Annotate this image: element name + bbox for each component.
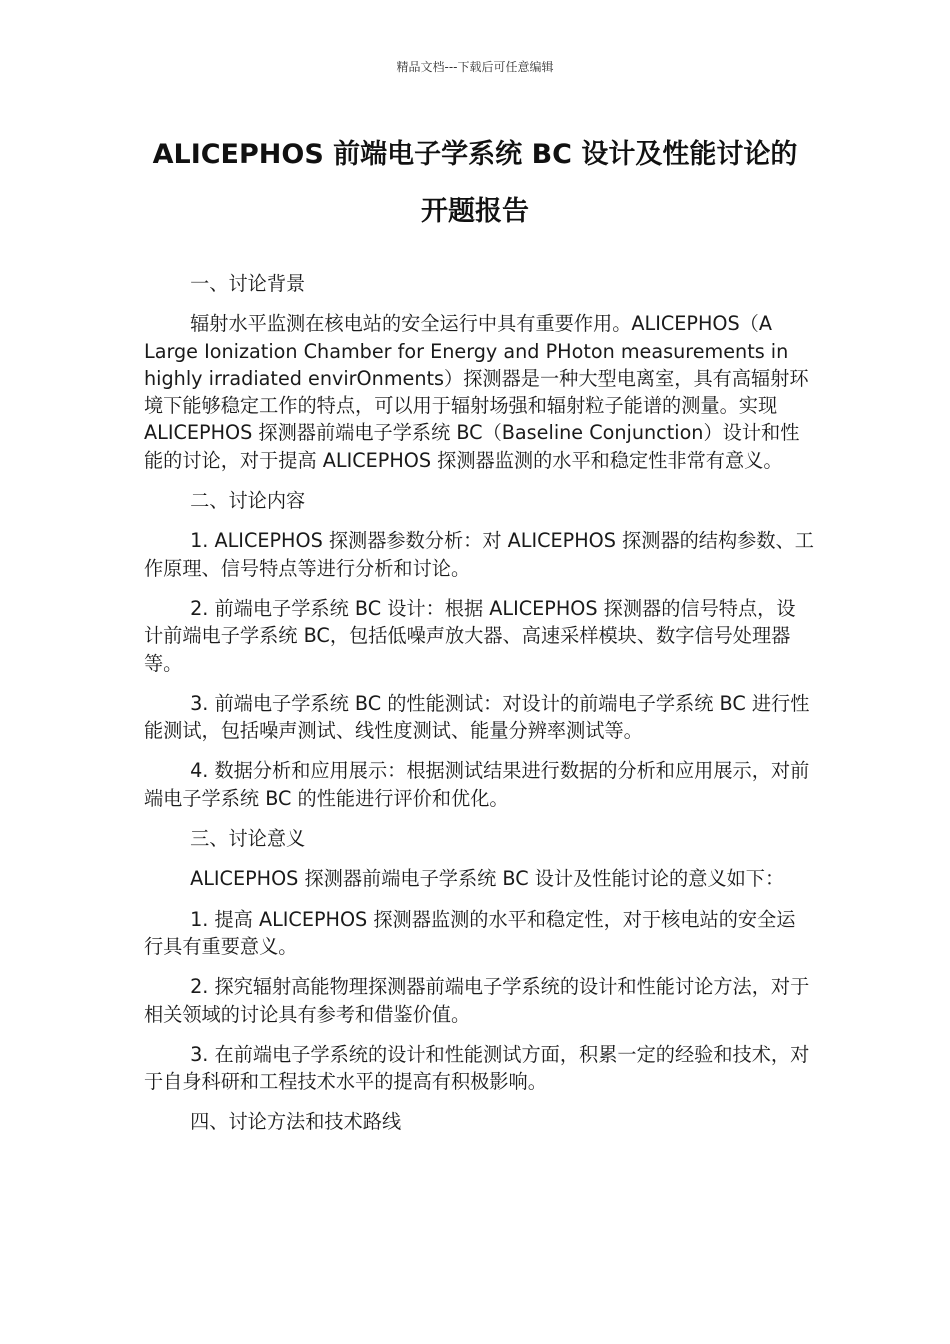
header-note: 精品文档---下载后可任意编辑 (396, 60, 554, 74)
significance-item: 2. 探究辐射高能物理探测器前端电子学系统的设计和性能讨论方法，对于相关领域的讨论具有参考和借鉴价值。 (144, 975, 810, 1026)
section-heading-background: 一、讨论背景 (190, 272, 306, 295)
significance-item: 3. 在前端电子学系统的设计和性能测试方面，积累一定的经验和技术，对于自身科研和工程技术水平的提高有积极影响。 (144, 1042, 810, 1094)
document-title-line-1: ALICEPHOS 前端电子学系统 BC 设计及性能讨论的 (152, 139, 798, 170)
significance-item: 1. 提高 ALICEPHOS 探测器监测的水平和稳定性，对于核电站的安全运行具有重要意义。 (144, 907, 796, 958)
document-title-line-2: 开题报告 (421, 196, 529, 227)
content-item: 3. 前端电子学系统 BC 的性能测试：对设计的前端电子学系统 BC 进行性能测试，包括噪声测试、线性度测试、能量分辨率测试等。 (144, 691, 810, 743)
background-paragraph: 辐射水平监测在核电站的安全运行中具有重要作用。ALICEPHOS（A Large Ionization Chamber for Energy and PHoton measurements in highly irradiated envirOnments）探测器是一种大型电离室，具有高辐射环境下能够稳定工作的特点，可以用于辐射场强和辐射粒子能谱的测量。实现 ALICEPHOS 探测器前端电子学系统 BC（Baseline Conjunction）设计和性能的讨论，对于提高 ALICEPHOS 探测器监测的水平和稳定性非常有意义。 (144, 312, 809, 472)
section-heading-method: 四、讨论方法和技术路线 (190, 1110, 402, 1134)
content-item: 4. 数据分析和应用展示：根据测试结果进行数据的分析和应用展示，对前端电子学系统 BC 的性能进行评价和优化。 (144, 759, 810, 810)
significance-intro: ALICEPHOS 探测器前端电子学系统 BC 设计及性能讨论的意义如下： (190, 867, 785, 891)
document-body (144, 270, 814, 1149)
content-item: 1. ALICEPHOS 探测器参数分析：对 ALICEPHOS 探测器的结构参数、工作原理、信号特点等进行分析和讨论。 (144, 529, 814, 580)
section-heading-significance: 三、讨论意义 (190, 827, 306, 851)
section-heading-content: 二、讨论内容 (190, 489, 306, 513)
content-item: 2. 前端电子学系统 BC 设计：根据 ALICEPHOS 探测器的信号特点，设计前端电子学系统 BC，包括低噪声放大器、高速采样模块、数字信号处理器等。 (144, 596, 796, 675)
